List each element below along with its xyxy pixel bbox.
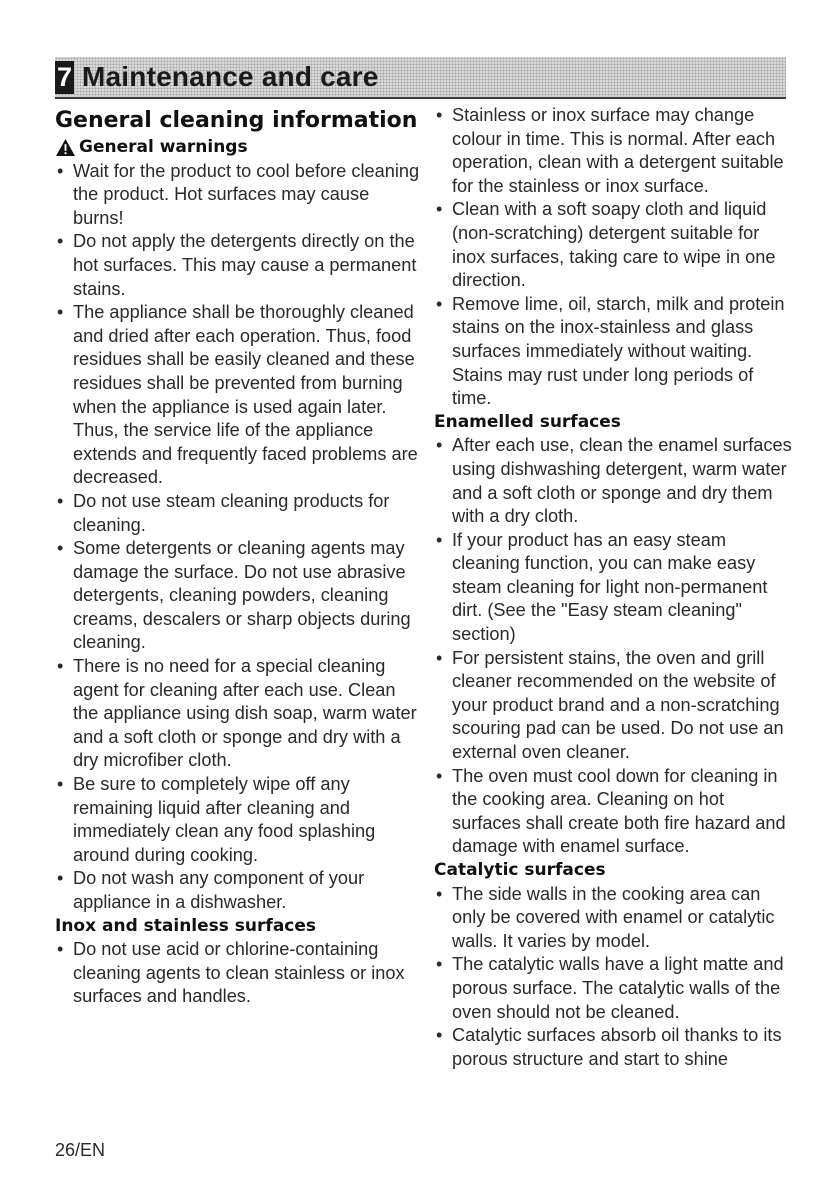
right-column — [434, 104, 794, 1071]
list-item — [55, 773, 420, 867]
list-item-text: Do not wash any component of your appliance in a dishwasher. — [73, 868, 365, 912]
list-item-text: The oven must cool down for cleaning in the cooking area. Cleaning on hot surfaces shall create both fire hazard and damage with enamel surface. — [452, 765, 786, 857]
section-title: General cleaning information — [55, 108, 418, 133]
catalytic-heading: Catalytic surfaces — [434, 860, 606, 880]
list-item — [434, 765, 794, 859]
list-item — [55, 938, 420, 1009]
bullet-icon: • — [57, 302, 64, 323]
list-item — [55, 301, 420, 490]
list-item-text: Do not use acid or chlorine-containing cleaning agents to clean stainless or inox surfaces and handles. — [73, 939, 405, 1007]
warning-triangle-icon — [55, 138, 76, 157]
general-warnings-list — [55, 160, 420, 915]
list-item-text: Be sure to completely wipe off any remaining liquid after cleaning and immediately clean any food splashing around during cooking. — [73, 774, 376, 865]
list-item — [434, 1024, 794, 1071]
bullet-icon: • — [436, 199, 443, 220]
bullet-icon: • — [57, 656, 64, 677]
bullet-icon: • — [436, 954, 443, 975]
list-item — [55, 655, 420, 773]
list-item-text: Catalytic surfaces absorb oil thanks to its porous structure and start to shine — [452, 1025, 782, 1069]
bullet-icon: • — [57, 868, 64, 889]
bullet-icon: • — [436, 883, 443, 904]
list-item-text: If your product has an easy steam cleaning function, you can make easy steam cleaning for light non-permanent dirt. (See the "Easy steam cleaning" section) — [452, 529, 768, 645]
list-item-text: Clean with a soft soapy cloth and liquid (non-scratching) detergent suitable for inox surfaces, taking care to wipe in one direction. — [452, 199, 776, 291]
list-item — [434, 647, 794, 765]
list-item-text: For persistent stains, the oven and grill cleaner recommended on the website of your product brand and a non-scratching scouring pad can be used. Do not use an external oven cleaner. — [452, 647, 784, 763]
bullet-icon: • — [57, 774, 64, 795]
header-divider — [55, 97, 786, 99]
bullet-icon: • — [57, 160, 64, 181]
list-item — [434, 529, 794, 647]
bullet-icon: • — [57, 939, 64, 960]
list-item — [434, 198, 794, 292]
bullet-icon: • — [436, 529, 443, 550]
bullet-icon: • — [57, 490, 64, 511]
list-item — [434, 104, 794, 198]
list-item — [55, 160, 420, 231]
bullet-icon: • — [436, 293, 443, 314]
list-item-text: The appliance shall be thoroughly cleaned and dried after each operation. Thus, food residues shall be easily cleaned and these residues shall be prevented from burning when the appliance is used again later. Thus, the service life of the appliance extends and frequently faced problems are decreased. — [73, 302, 418, 488]
list-item-text: Stainless or inox surface may change colour in time. This is normal. After each operation, clean with a detergent suitable for the stainless or inox surface. — [452, 105, 784, 196]
enamel-heading: Enamelled surfaces — [434, 411, 621, 432]
list-item — [434, 434, 794, 528]
catalytic-list — [434, 883, 794, 1072]
page-number: 26/EN — [55, 1140, 106, 1160]
bullet-icon: • — [436, 1025, 443, 1046]
list-item-text: Some detergents or cleaning agents may damage the surface. Do not use abrasive detergents, cleaning powders, cleaning creams, descalers or sharp objects during cleaning. — [73, 538, 411, 653]
list-item — [55, 490, 420, 537]
general-warnings-label: General warnings — [79, 137, 248, 157]
general-warnings-heading — [55, 136, 420, 160]
list-item-text: There is no need for a special cleaning agent for cleaning after each use. Clean the appliance using dish soap, warm water and a soft cloth or sponge and dry with a dry microfiber cloth. — [73, 656, 417, 771]
chapter-number-badge: 7 — [56, 62, 73, 92]
inox-list — [55, 938, 420, 1009]
list-item-text: Remove lime, oil, starch, milk and protein stains on the inox-stainless and glass surfaces immediately without waiting. Stains may rust under long periods of time. — [452, 293, 785, 409]
list-item — [434, 953, 794, 1024]
inox-heading: Inox and stainless surfaces — [55, 915, 317, 936]
list-item — [55, 867, 420, 914]
chapter-title: Maintenance and care — [82, 61, 379, 92]
list-item — [434, 293, 794, 411]
list-item-text: Do not use steam cleaning products for cleaning. — [73, 490, 390, 535]
bullet-icon: • — [436, 647, 443, 668]
list-item-text: Do not apply the detergents directly on the hot surfaces. This may cause a permanent stains. — [73, 231, 417, 299]
enamel-list — [434, 434, 794, 859]
list-item-text: The side walls in the cooking area can only be covered with enamel or catalytic walls. It varies by model. — [452, 883, 775, 951]
list-item-text: The catalytic walls have a light matte and porous surface. The catalytic walls of the oven should not be cleaned. — [452, 954, 784, 1022]
bullet-icon: • — [436, 435, 443, 456]
bullet-icon: • — [57, 538, 64, 559]
inox-list-continued — [434, 104, 794, 411]
list-item — [55, 537, 420, 655]
list-item — [434, 883, 794, 954]
left-column — [55, 104, 420, 1009]
bullet-icon: • — [57, 231, 64, 252]
list-item-text: Wait for the product to cool before cleaning the product. Hot surfaces may cause burns! — [73, 160, 420, 228]
list-item — [55, 230, 420, 301]
bullet-icon: • — [436, 105, 443, 125]
bullet-icon: • — [436, 765, 443, 786]
list-item-text: After each use, clean the enamel surfaces using dishwashing detergent, warm water and a soft cloth or sponge and dry them with a dry cloth. — [452, 435, 792, 527]
